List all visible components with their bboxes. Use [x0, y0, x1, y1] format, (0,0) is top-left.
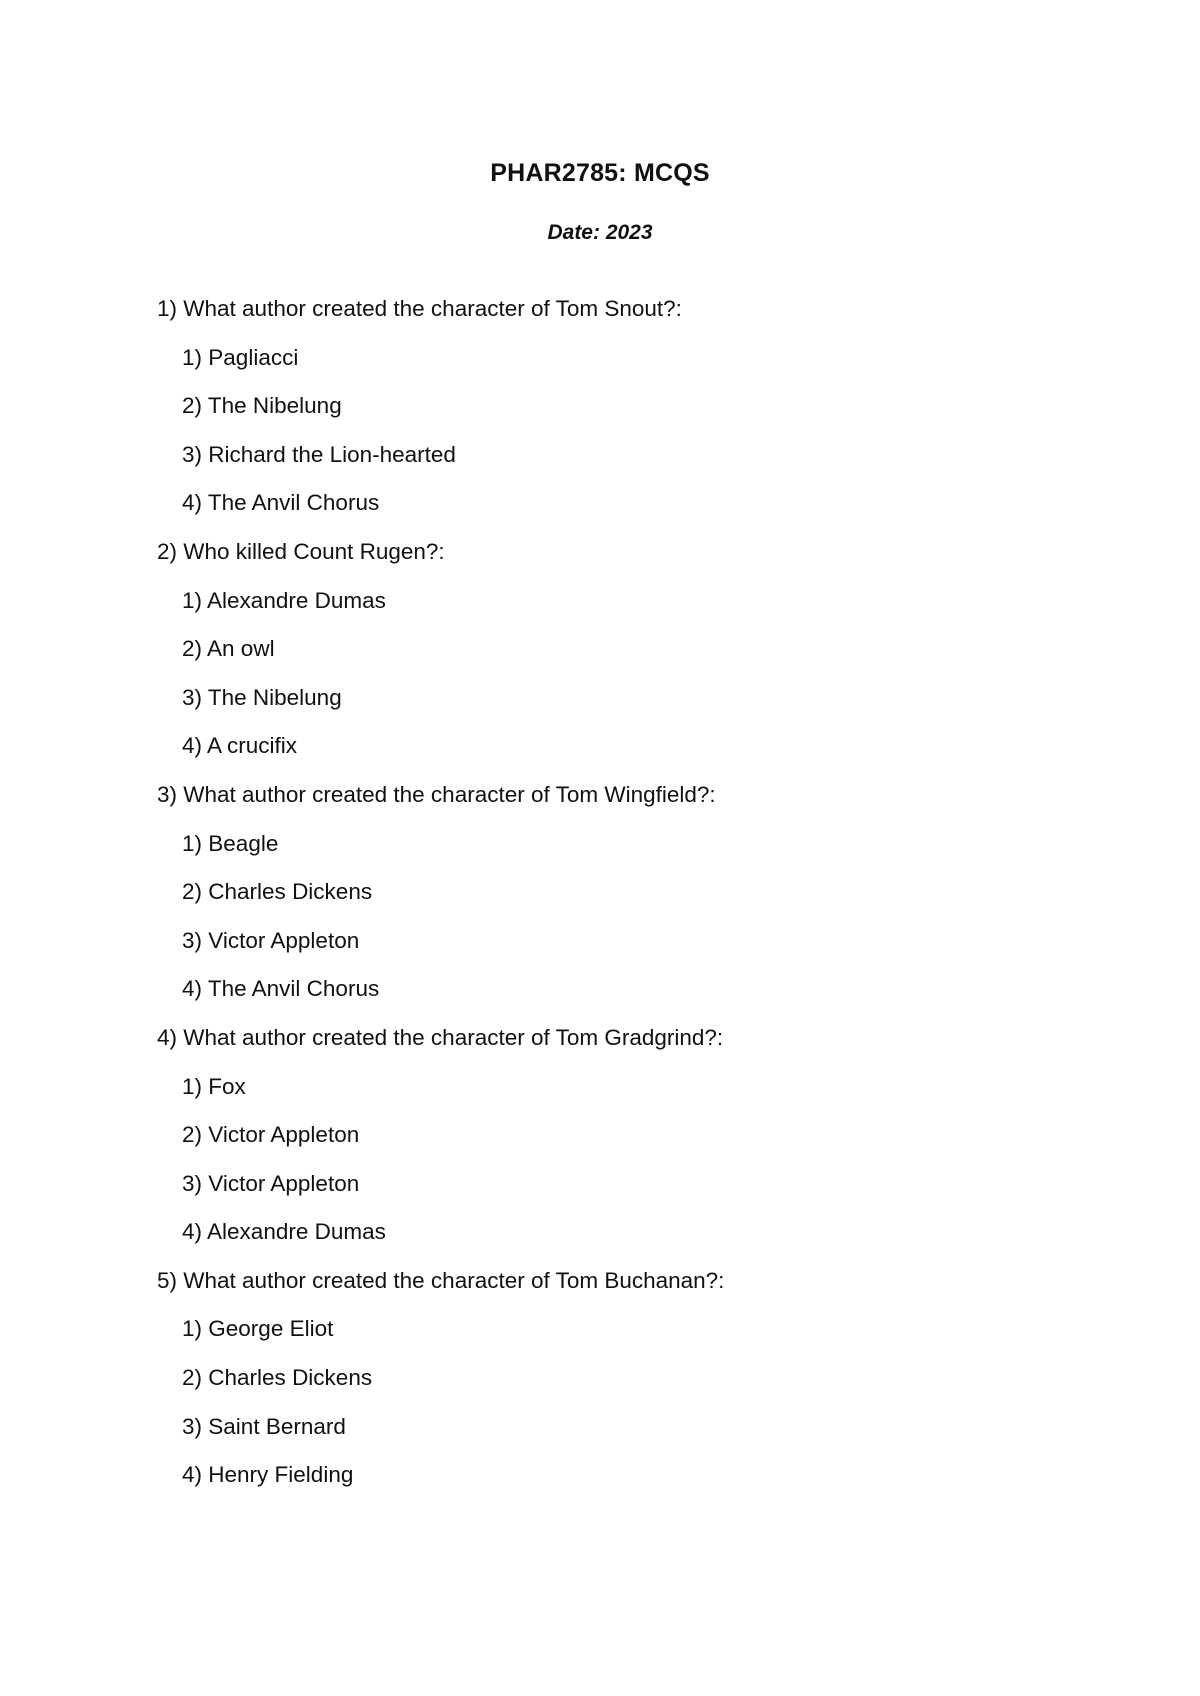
- document-date: Date: 2023: [547, 221, 653, 244]
- question-prompt: Who killed Count Rugen?:: [183, 538, 445, 564]
- option-number: 2): [182, 1122, 203, 1148]
- question-list: [157, 285, 1137, 1500]
- answer-option: [157, 1403, 1137, 1452]
- option-number: 1): [182, 344, 203, 370]
- question-item: [157, 1257, 1137, 1500]
- question-item: [157, 528, 1137, 771]
- answer-option: [157, 1354, 1137, 1403]
- option-text: Alexandre Dumas: [207, 1219, 386, 1245]
- question-text: [157, 771, 1137, 820]
- question-item: [157, 1014, 1137, 1257]
- question-prompt: What author created the character of Tom Buchanan?:: [183, 1267, 725, 1293]
- question-number: 1): [157, 296, 178, 321]
- answer-option: [157, 674, 1137, 723]
- question-prompt: What author created the character of Tom Snout?:: [183, 296, 682, 321]
- option-text: Henry Fielding: [208, 1462, 354, 1488]
- option-text: Fox: [208, 1073, 246, 1099]
- option-text: Alexandre Dumas: [207, 587, 386, 613]
- question-number: 3): [157, 781, 178, 807]
- option-text: George Eliot: [208, 1316, 334, 1342]
- option-number: 3): [182, 1170, 203, 1196]
- answer-option: [157, 1160, 1137, 1209]
- option-text: Victor Appleton: [208, 1170, 360, 1196]
- option-number: 4): [182, 1462, 203, 1488]
- option-number: 3): [182, 684, 203, 710]
- option-number: 3): [182, 1413, 203, 1439]
- option-number: 3): [182, 927, 203, 953]
- option-number: 2): [182, 636, 203, 662]
- question-text: [157, 285, 1137, 334]
- option-text: Victor Appleton: [208, 1122, 360, 1148]
- option-text: The Nibelung: [207, 684, 342, 710]
- question-item: [157, 285, 1137, 528]
- option-number: 2): [182, 879, 203, 905]
- option-text: An owl: [207, 636, 275, 662]
- option-text: A crucifix: [207, 733, 298, 759]
- question-number: 4): [157, 1024, 178, 1050]
- question-number: 2): [157, 538, 178, 564]
- page-title: PHAR2785: MCQS: [490, 159, 710, 187]
- answer-option: [157, 868, 1137, 917]
- option-number: 3): [182, 441, 203, 467]
- option-number: 1): [182, 1316, 203, 1342]
- option-number: 4): [182, 733, 203, 759]
- answer-option: [157, 1451, 1137, 1500]
- answer-option: [157, 334, 1137, 383]
- option-number: 4): [182, 490, 203, 516]
- question-text: [157, 1257, 1137, 1306]
- option-text: The Anvil Chorus: [207, 490, 380, 516]
- option-text: Victor Appleton: [208, 927, 360, 953]
- question-item: [157, 771, 1137, 1014]
- option-text: Charles Dickens: [208, 1365, 373, 1391]
- option-number: 1): [182, 1073, 203, 1099]
- option-text: The Nibelung: [207, 393, 342, 419]
- question-prompt: What author created the character of Tom Gradgrind?:: [183, 1024, 724, 1050]
- option-text: Beagle: [208, 830, 279, 856]
- answer-option: [157, 1063, 1137, 1112]
- option-number: 1): [182, 830, 203, 856]
- answer-option: [157, 577, 1137, 626]
- answer-option: [157, 722, 1137, 771]
- answer-option: [157, 431, 1137, 480]
- answer-option: [157, 1208, 1137, 1257]
- question-prompt: What author created the character of Tom Wingfield?:: [183, 781, 716, 807]
- option-text: The Anvil Chorus: [207, 976, 380, 1002]
- question-text: [157, 528, 1137, 577]
- option-text: Richard the Lion-hearted: [208, 441, 456, 467]
- answer-option: [157, 382, 1137, 431]
- option-number: 1): [182, 587, 203, 613]
- question-text: [157, 1014, 1137, 1063]
- option-text: Pagliacci: [208, 344, 299, 370]
- option-number: 2): [182, 393, 203, 419]
- answer-option: [157, 965, 1137, 1014]
- question-number: 5): [157, 1267, 178, 1293]
- answer-option: [157, 1305, 1137, 1354]
- answer-option: [157, 625, 1137, 674]
- option-number: 4): [182, 976, 203, 1002]
- option-number: 2): [182, 1365, 203, 1391]
- option-text: Charles Dickens: [208, 879, 373, 905]
- option-text: Saint Bernard: [208, 1413, 346, 1439]
- answer-option: [157, 917, 1137, 966]
- answer-option: [157, 820, 1137, 869]
- answer-option: [157, 1111, 1137, 1160]
- option-number: 4): [182, 1219, 203, 1245]
- answer-option: [157, 479, 1137, 528]
